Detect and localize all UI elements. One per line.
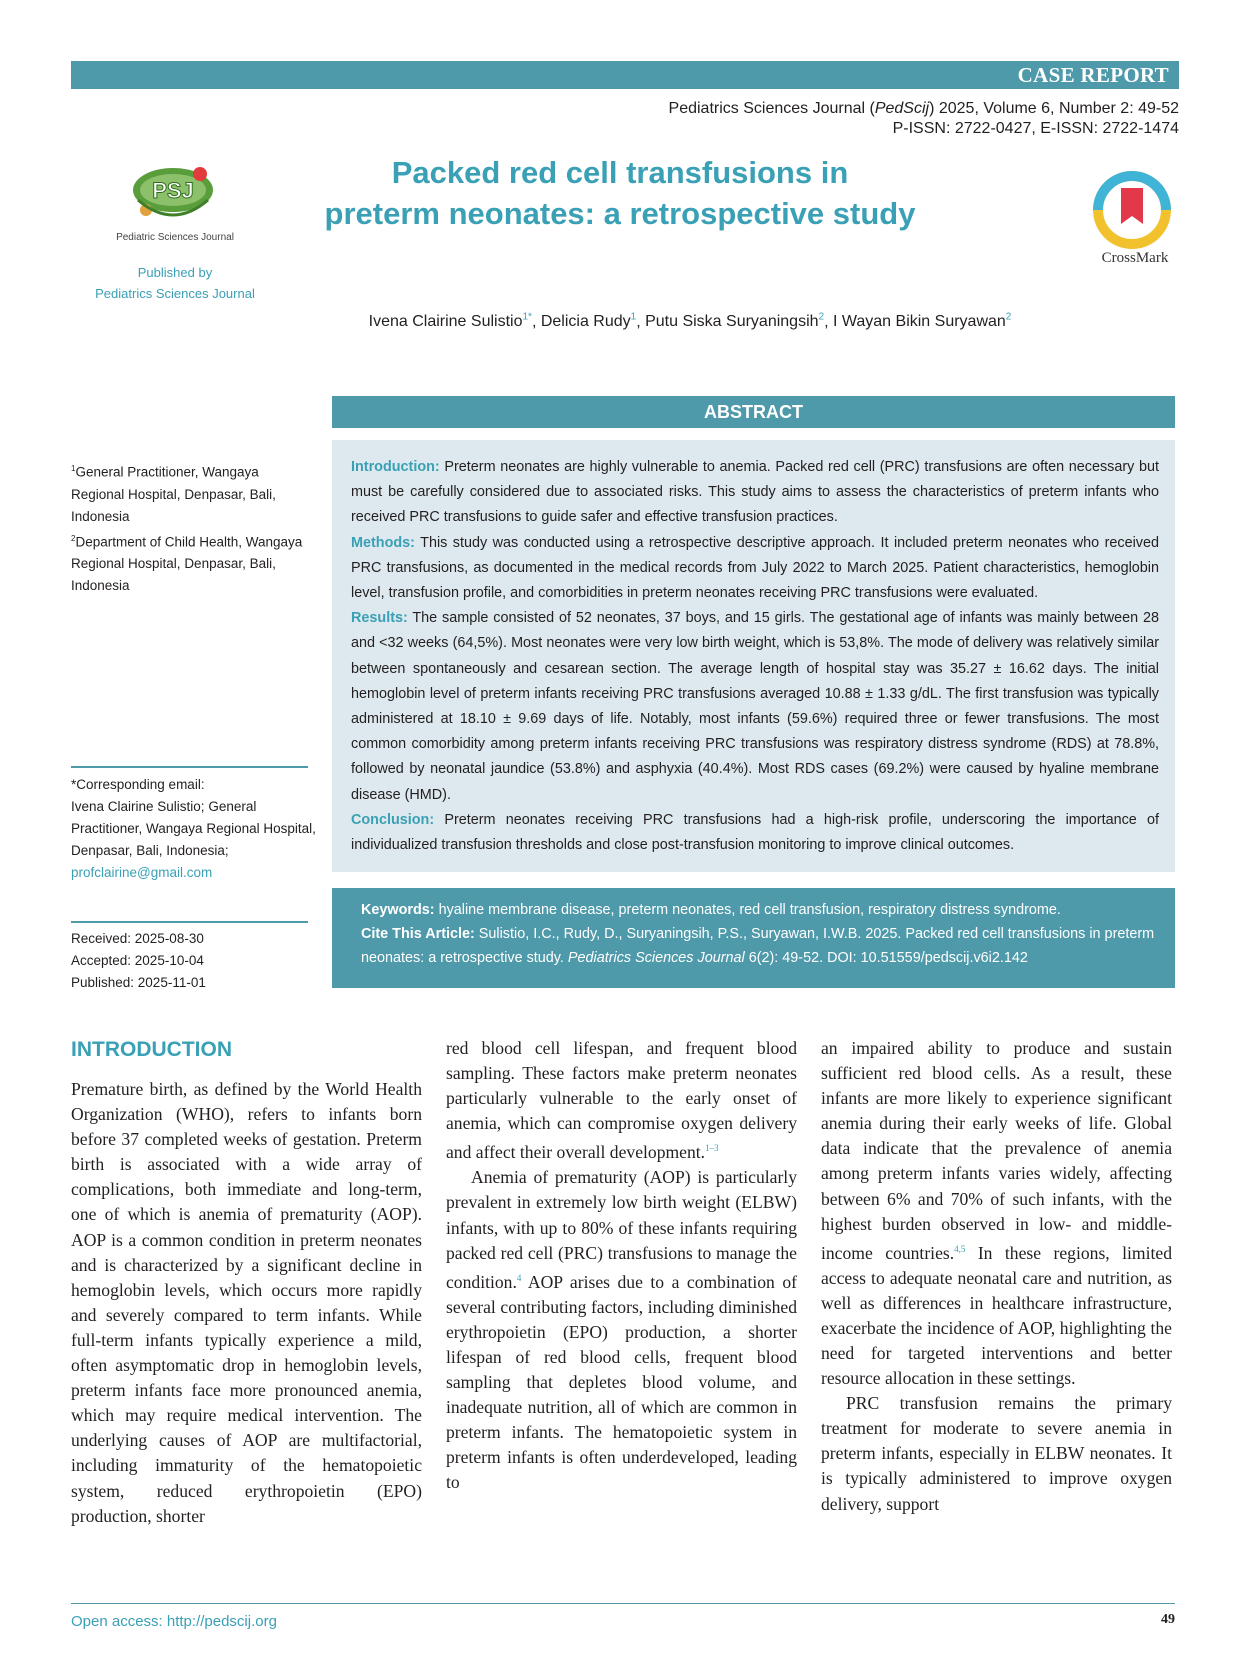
crossmark-icon[interactable] [1092,170,1172,250]
abstract-introduction: Introduction: Preterm neonates are highly vulnerable to anemia. Packed red cell (PRC) transfusions are often necessary but must be carefully considered due to associated risks. This study aims to assess the characteristics of preterm infants who received PRC transfusions to guide safer and effective transfusion practices. [351,459,1159,526]
journal-issue: ) 2025, Volume 6, Number 2: 49-52 [929,100,1179,117]
correspondence [71,774,316,884]
title-line-1: Packed red cell transfusions in [391,155,849,190]
issn-line: P-ISSN: 2722-0427, E-ISSN: 2722-1474 [892,120,1179,137]
journal-abbreviation: PedScij [874,100,930,117]
affiliations [71,458,311,597]
accepted-date: Accepted: 2025-10-04 [71,953,204,968]
abstract-heading: ABSTRACT [332,396,1175,428]
keywords: Keywords: hyaline membrane disease, preterm neonates, red cell transfusion, respiratory distress syndrome. [361,902,1061,918]
paragraph: an impaired ability to produce and sustain sufficient red blood cells. As a result, these infants are more likely to experience significant anemia during their early weeks of life. Global data indicate that the prevalence of anemia among preterm infants varies widely, affecting between 6% and 70% of such infants, with the highest burden observed in low- and middle-income countries.$^{4,5}$ In these regions, limited access to adequate neonatal care and nutrition, as well as differences in healthcare infrastructure, exacerbate the incidence of AOP, highlighting the need for targeted interventions and better resource allocation in these settings. [821,1038,1172,1389]
abstract-conclusion: Conclusion: Preterm neonates receiving PRC transfusions had a high-risk profile, underscoring the importance of individualized transfusion thresholds and close post-transfusion monitoring to improve clinical outcomes. [351,811,1159,854]
paragraph: Anemia of prematurity (AOP) is particularly prevalent in extremely low birth weight (ELBW) infants, with up to 80% of these infants requiring packed red cell (PRC) transfusions to manage the condition.$^4$ AOP arises due to a combination of several contributing factors, including diminished erythropoietin (EPO) production, a shorter lifespan of red blood cells, frequent blood sampling that depletes blood volume, and inadequate nutrition, all of which are common in preterm infants. The hematopoietic system in preterm infants is often underdeveloped, leading to [446,1167,797,1493]
article-dates [71,928,311,994]
author-1[interactable]: Ivena Clairine Sulistio$^{1*}$ [368,312,532,331]
paragraph: red blood cell lifespan, and frequent blood sampling. These factors make preterm neonates particularly vulnerable to the early onset of anemia, which can compromise oxygen delivery and affect their overall development.$^{1-3}$ [446,1038,797,1163]
author-2[interactable]: Delicia Rudy$^1$ [540,312,637,331]
citation-link[interactable]: 1–3 [705,1143,719,1154]
logo-caption: Pediatric Sciences Journal [116,232,234,243]
footer-divider [71,1603,1175,1604]
open-access-link[interactable]: Open access: http://pedscij.org [71,1613,277,1630]
keywords-text [361,898,1161,970]
citation-link[interactable]: 4 [516,1272,522,1283]
body-column-1 [71,1077,422,1529]
body-column-3 [821,1036,1172,1517]
citation-link[interactable]: 4,5 [954,1243,966,1254]
publisher-note [90,262,260,304]
received-date: Received: 2025-08-30 [71,931,204,946]
crossmark-label: CrossMark [1101,250,1169,266]
correspondence-text: Ivena Clairine Sulistio; General Practitioner, Wangaya Regional Hospital, Denpasar, Bali, Indonesia; [71,799,316,858]
introduction-heading: INTRODUCTION [71,1038,232,1061]
article-title [300,152,940,234]
abstract-results: Results: The sample consisted of 52 neonates, 37 boys, and 15 girls. The gestational age of infants was mainly between 28 and <32 weeks (64,5%). Most neonates were very low birth weight, which is 53,8%. The mode of delivery was relatively similar between spontaneously and cesarean section. The average length of hospital stay was 35.27 ± 16.62 days. The initial hemoglobin level of preterm infants receiving PRC transfusions averaged 10.88 ± 1.33 g/dL. The first transfusion was typically administered at 18.10 ± 9.69 days of life. Notably, most infants (59.6%) required three or fewer transfusions. The most common comorbidity among preterm infants receiving PRC transfusions was respiratory distress syndrome (RDS) at 78.8%, followed by neonatal jaundice (53.8%) and asphyxia (40.4%). Most RDS cases (69.2%) were caused by hyaline membrane disease (HMD). [351,610,1159,803]
affiliation-1: $^1$General Practitioner, Wangaya Regional Hospital, Denpasar, Bali, Indonesia [71,464,276,524]
correspondence-email-link[interactable]: profclairine@gmail.com [71,865,213,880]
journal-citation-line [669,98,1179,120]
affiliation-2: $^2$Department of Child Health, Wangaya Regional Hospital, Denpasar, Bali, Indonesia [71,533,303,593]
title-line-2: preterm neonates: a retrospective study [324,196,916,231]
case-report-label: CASE REPORT [1017,63,1169,87]
psj-logo-text: PSJ [152,178,194,203]
author-4[interactable]: I Wayan Bikin Suryawan$^2$ [832,312,1012,331]
publisher-name[interactable]: Pediatrics Sciences Journal [95,286,255,301]
author-list: Ivena Clairine Sulistio$^{1*}$, Delicia Rudy$^1$, Putu Siska Suryaningsih$^2$, I Wayan Bikin Suryawan$^2$ [368,312,1012,331]
cite-this-article: Cite This Article: Sulistio, I.C., Rudy, D., Suryaningsih, P.S., Suryawan, I.W.B. 2025. Packed red cell transfusions in preterm neonates: a retrospective study. Pediatrics Sciences Journal 6(2): 49-52. DOI: 10.51559/pedscij.v6i2.142 [361,926,1155,966]
abstract-text [351,455,1159,858]
divider [71,921,308,923]
divider [71,766,308,768]
abstract-methods: Methods: This study was conducted using a retrospective descriptive approach. It included preterm neonates who received PRC transfusions, as documented in the medical records from July 2022 to March 2025. Patient characteristics, hemoglobin level, transfusion profile, and comorbidities in preterm neonates receiving PRC transfusions were evaluated. [351,534,1159,602]
body-column-2 [446,1036,797,1495]
published-by: Published by [137,265,213,280]
case-report-banner [71,61,1179,89]
page-number: 49 [1161,1612,1175,1627]
paragraph: PRC transfusion remains the primary treatment for moderate to severe anemia in preterm infants, especially in ELBW neonates. It is typically administered to improve oxygen delivery, support [821,1393,1172,1514]
published-date: Published: 2025-11-01 [71,975,206,990]
journal-name: Pediatrics Sciences Journal ( [668,100,875,117]
paragraph: Premature birth, as defined by the World Health Organization (WHO), refers to infants born before 37 completed weeks of gestation. Preterm birth is associated with a wide array of complications, both immediate and long-term, one of which is anemia of prematurity (AOP). AOP is a common condition in preterm neonates and is characterized by a significant decline in hemoglobin levels, which occurs more rapidly and severely compared to term infants. While full-term infants typically experience a mild, often asymptomatic drop in hemoglobin levels, preterm infants face more pronounced anemia, which may require medical intervention. The underlying causes of AOP are multifactorial, including immaturity of the hematopoietic system, reduced erythropoietin (EPO) production, shorter [71,1079,422,1526]
correspondence-label: *Corresponding email: [71,777,205,792]
author-3[interactable]: Putu Siska Suryaningsih$^2$ [645,312,825,331]
